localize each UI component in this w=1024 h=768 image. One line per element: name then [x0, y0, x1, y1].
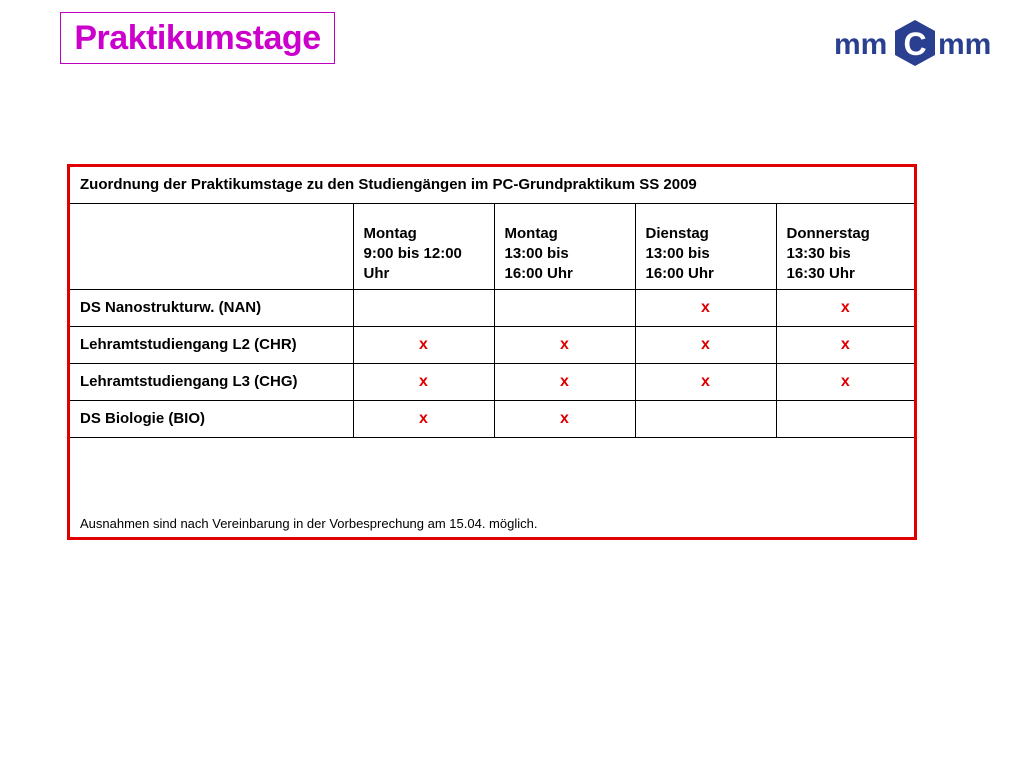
table-cell: x: [776, 289, 914, 326]
column-time: 13:30 bis: [786, 244, 851, 262]
page-title: Praktikumstage: [74, 18, 321, 57]
header-empty-cell: [70, 203, 353, 289]
table-cell: x: [494, 363, 635, 400]
column-header: [635, 203, 776, 289]
row-label: Lehramtstudiengang L3 (CHG): [70, 363, 353, 400]
table-cell: [635, 400, 776, 437]
table-cell: x: [353, 363, 494, 400]
column-day: Donnerstag: [786, 224, 870, 242]
mmcmm-logo: [834, 18, 996, 70]
column-header: [776, 203, 914, 289]
table-caption: Zuordnung der Praktikumstage zu den Studiengängen im PC-Grundpraktikum SS 2009: [70, 167, 914, 203]
column-time: 13:00 bis: [645, 244, 710, 262]
column-day: Montag: [363, 224, 417, 242]
logo-right-text: mm: [938, 28, 992, 61]
table-cell: x: [776, 363, 914, 400]
row-label: DS Biologie (BIO): [70, 400, 353, 437]
caption-row: [70, 167, 914, 203]
table-note: Ausnahmen sind nach Vereinbarung in der Vorbesprechung am 15.04. möglich.: [70, 437, 914, 537]
note-row: [70, 437, 914, 537]
table-row: [70, 363, 914, 400]
table-cell: [353, 289, 494, 326]
table-cell: x: [494, 400, 635, 437]
table-cell: [494, 289, 635, 326]
column-day: Dienstag: [645, 224, 709, 242]
column-header: [353, 203, 494, 289]
row-label: DS Nanostrukturw. (NAN): [70, 289, 353, 326]
column-time: 16:00 Uhr: [645, 264, 714, 282]
table-cell: x: [635, 363, 776, 400]
table-cell: x: [635, 326, 776, 363]
table-row: [70, 400, 914, 437]
table-cell: x: [635, 289, 776, 326]
column-header: [494, 203, 635, 289]
column-time: 16:00 Uhr: [504, 264, 573, 282]
table-cell: x: [776, 326, 914, 363]
header-row: [70, 203, 914, 289]
table-cell: [776, 400, 914, 437]
column-day: Montag: [504, 224, 558, 242]
column-time: Uhr: [363, 264, 390, 282]
column-time: 16:30 Uhr: [786, 264, 855, 282]
schedule-table-frame: [67, 164, 917, 540]
page-title-box: [60, 12, 335, 64]
table-row: [70, 289, 914, 326]
table-cell: x: [353, 400, 494, 437]
schedule-table: [70, 167, 914, 537]
table-cell: x: [494, 326, 635, 363]
logo-center-letter: C: [903, 26, 927, 62]
logo-left-text: mm: [834, 28, 888, 61]
table-row: [70, 326, 914, 363]
row-label: Lehramtstudiengang L2 (CHR): [70, 326, 353, 363]
table-cell: x: [353, 326, 494, 363]
column-time: 13:00 bis: [504, 244, 569, 262]
column-time: 9:00 bis 12:00: [363, 244, 462, 262]
